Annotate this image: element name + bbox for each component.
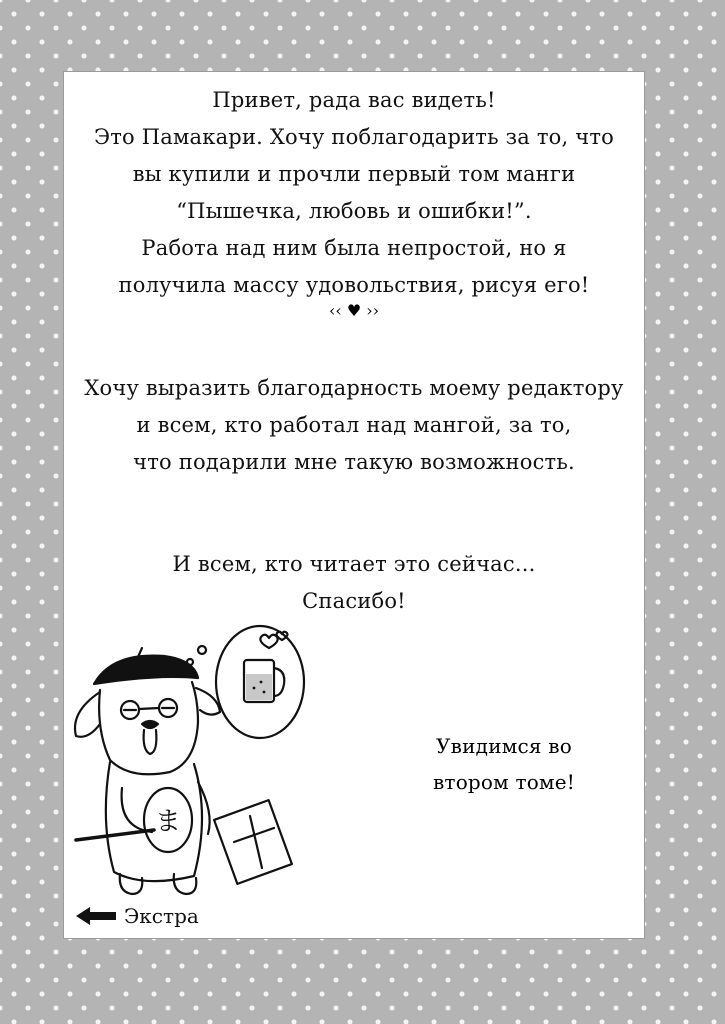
- text-line: Хочу выразить благодарность моему редактору: [84, 376, 624, 400]
- dog-nose: [142, 721, 158, 728]
- beret-icon: [94, 648, 198, 684]
- text-line: вы купили и прочли первый том манги: [132, 162, 576, 186]
- canvas-icon: [214, 800, 292, 884]
- text-line: Работа над ним была непростой, но я: [141, 236, 567, 260]
- heart-icon: [277, 632, 288, 640]
- thought-bubble-dot: [198, 646, 206, 654]
- text-line: получила массу удовольствия, рисуя его!: [118, 273, 590, 297]
- manga-page: [64, 72, 644, 938]
- text-line: Привет, рада вас видеть!: [212, 88, 496, 112]
- dog-ear: [75, 692, 100, 737]
- dog-arm: [122, 788, 152, 832]
- extra-label: Экстра: [124, 904, 199, 928]
- heart-icon: [260, 635, 277, 648]
- text-line: втором томе!: [432, 770, 576, 794]
- text-line: что подарили мне такую возможность.: [133, 450, 575, 474]
- dog-body: [106, 762, 202, 881]
- dog-tongue: [144, 730, 157, 754]
- text-line: и всем, кто работал над мангой, за то,: [136, 413, 572, 437]
- reader-thanks-paragraph: [64, 546, 644, 620]
- text-line: Увидимся во: [436, 734, 572, 758]
- see-you-note: [394, 728, 614, 800]
- text-line: И всем, кто читает это сейчас...: [172, 552, 536, 576]
- extra-link[interactable]: [74, 904, 199, 928]
- beer-mug-icon: [244, 660, 284, 702]
- arrow-left-icon: [74, 905, 118, 927]
- greeting-paragraph: [64, 82, 644, 304]
- text-line: “Пышечка, любовь и ошибки!”.: [176, 199, 532, 223]
- belly-sign: ま: [154, 807, 182, 837]
- text-line: Это Памакари. Хочу поблагодарить за то, что: [93, 125, 615, 149]
- text-line: Спасибо!: [302, 589, 406, 613]
- heart-ornament: ‹‹ ♥ ››: [328, 301, 380, 320]
- paintbrush-icon: [76, 830, 154, 840]
- dog-artist-illustration: [64, 612, 324, 912]
- thanks-paragraph: [64, 370, 644, 481]
